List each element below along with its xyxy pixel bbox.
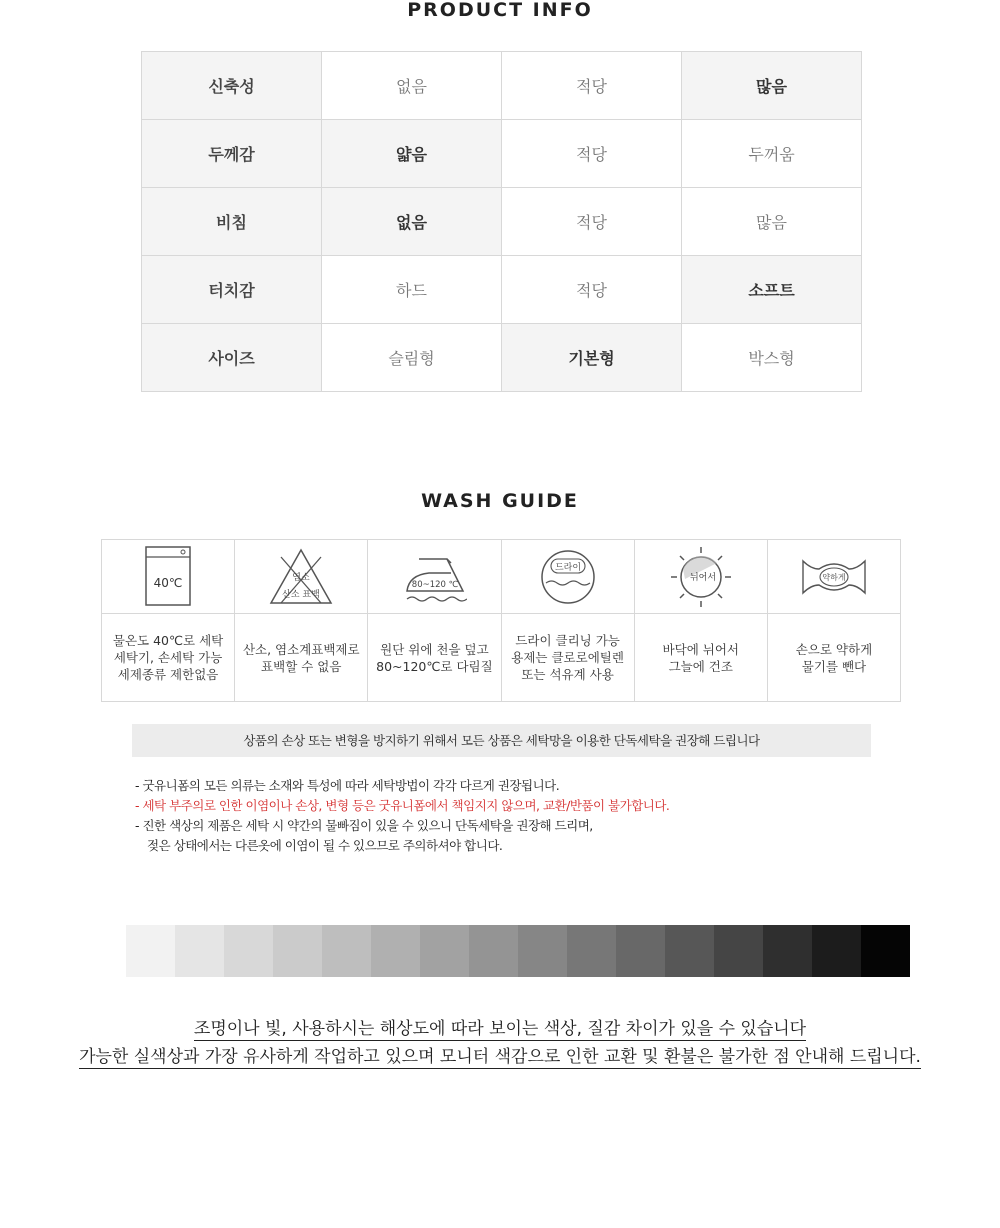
- note-line-1: - 굿유니폼의 모든 의류는 소재와 특성에 따라 세탁방법이 각각 다르게 권장됩니다.: [135, 778, 560, 793]
- product-info-option-selected: 얇음: [322, 120, 502, 188]
- wash-temp-label: 40℃: [153, 575, 183, 590]
- product-info-option-selected: 소프트: [682, 256, 862, 324]
- gray-swatch: [77, 925, 126, 977]
- product-info-option: 적당: [502, 188, 682, 256]
- product-info-option: 두꺼움: [682, 120, 862, 188]
- product-info-row: [142, 256, 862, 324]
- product-info-row-label: 비침: [142, 188, 322, 256]
- product-info-row: [142, 188, 862, 256]
- note-line-3: - 진한 색상의 제품은 세탁 시 약간의 물빠짐이 있을 수 있으니 단독세탁을 권장해 드리며,: [135, 818, 593, 833]
- wash-item-machine: [102, 540, 234, 701]
- product-info-option: 적당: [502, 52, 682, 120]
- wash-item-flatdry: [634, 540, 767, 701]
- wash-text-iron: 원단 위에 천을 덮고 80~120℃로 다림질: [376, 641, 493, 674]
- product-info-option-selected: 많음: [682, 52, 862, 120]
- product-info-row: [142, 324, 862, 392]
- product-info-option: 없음: [322, 52, 502, 120]
- wash-text-dryclean: 드라이 클리닝 가능 용제는 클로로에틸렌 또는 석유계 사용: [511, 633, 624, 682]
- bleach-bottom-label: 산소 표백: [282, 589, 321, 600]
- product-info-option: 박스형: [682, 324, 862, 392]
- product-info-option: 적당: [502, 120, 682, 188]
- dry-clean-label: 드라이: [554, 562, 581, 573]
- bleach-top-label: 염소: [292, 572, 310, 583]
- wash-item-dryclean: [501, 540, 634, 701]
- product-info-title: PRODUCT INFO: [407, 0, 593, 21]
- gentle-wring-icon: [799, 555, 869, 599]
- product-info-row-label: 두께감: [142, 120, 322, 188]
- product-info-option-selected: 없음: [322, 188, 502, 256]
- product-info-row-label: 터치감: [142, 256, 322, 324]
- color-disclaimer-text-2: 가능한 실색상과 가장 유사하게 작업하고 있으며 모니터 색감으로 인한 교환 및 환불은 불가한 점 안내해 드립니다.: [79, 1047, 921, 1067]
- no-bleach-icon: [269, 547, 333, 607]
- wash-guide-grid: [101, 539, 901, 702]
- color-disclaimer-1: [0, 1014, 1000, 1039]
- gray-swatch: [567, 925, 616, 977]
- iron-temp-label: 80~120 ℃: [412, 579, 459, 590]
- flat-dry-label: 뉘어서: [689, 572, 716, 583]
- color-disclaimer-text-1: 조명이나 빛, 사용하시는 해상도에 따라 보이는 색상, 질감 차이가 있을 수 있습니다: [193, 1019, 807, 1039]
- gray-swatch: [616, 925, 665, 977]
- wash-item-bleach: [234, 540, 367, 701]
- gray-swatch: [420, 925, 469, 977]
- grayscale-strip: [77, 925, 910, 977]
- wash-item-wring: [767, 540, 900, 701]
- gray-swatch: [469, 925, 518, 977]
- note-line-2-warning: - 세탁 부주의로 인한 이염이나 손상, 변형 등은 굿유니폼에서 책임지지 않으며, 교환/반품이 불가합니다.: [135, 798, 670, 813]
- dry-clean-icon: [538, 547, 598, 607]
- product-info-row: [142, 120, 862, 188]
- gray-swatch: [518, 925, 567, 977]
- gray-swatch: [175, 925, 224, 977]
- wash-notes: [135, 776, 669, 856]
- wash-text-wring: 손으로 약하게 물기를 뺀다: [795, 641, 873, 674]
- wring-label: 약하게: [822, 572, 846, 582]
- color-disclaimer-2: [0, 1042, 1000, 1067]
- gray-swatch: [714, 925, 763, 977]
- note-line-4: 젖은 상태에서는 다른옷에 이염이 될 수 있으므로 주의하셔야 합니다.: [147, 838, 503, 853]
- wash-text-flatdry: 바닥에 뉘어서 그늘에 건조: [662, 641, 739, 674]
- gray-swatch: [322, 925, 371, 977]
- wash-notice-bar: 상품의 손상 또는 변형을 방지하기 위해서 모든 상품은 세탁망을 이용한 단독세탁을 권장해 드립니다: [132, 724, 871, 757]
- gray-swatch: [126, 925, 175, 977]
- product-info-option: 적당: [502, 256, 682, 324]
- gray-swatch: [812, 925, 861, 977]
- wash-item-iron: [367, 540, 500, 701]
- flat-dry-icon: [669, 545, 733, 609]
- product-info-row-label: 사이즈: [142, 324, 322, 392]
- gray-swatch: [224, 925, 273, 977]
- wash-text-bleach: 산소, 염소계표백제로 표백할 수 없음: [242, 641, 360, 674]
- gray-swatch: [861, 925, 910, 977]
- gray-swatch: [763, 925, 812, 977]
- product-info-option-selected: 기본형: [502, 324, 682, 392]
- gray-swatch: [665, 925, 714, 977]
- washing-machine-icon: [144, 545, 192, 609]
- wash-text-machine: 물온도 40℃로 세탁 세탁기, 손세탁 가능 세제종류 제한없음: [112, 633, 224, 682]
- product-info-option: 하드: [322, 256, 502, 324]
- product-info-table: [141, 51, 862, 392]
- wash-guide-title: WASH GUIDE: [421, 490, 579, 512]
- gray-swatch: [371, 925, 420, 977]
- gray-swatch: [273, 925, 322, 977]
- iron-icon: [401, 547, 467, 607]
- product-info-option: 많음: [682, 188, 862, 256]
- product-info-option: 슬림형: [322, 324, 502, 392]
- product-info-row: [142, 52, 862, 120]
- product-info-row-label: 신축성: [142, 52, 322, 120]
